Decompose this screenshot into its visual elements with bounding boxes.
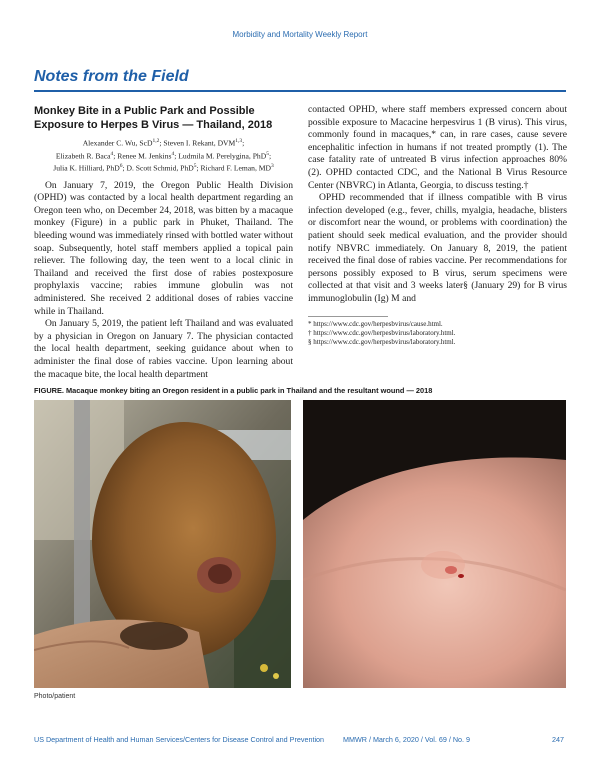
author: ; Richard F. Leman, MD <box>196 163 271 173</box>
author-affiliation: 5 <box>193 163 197 170</box>
wound-photo-illustration <box>303 400 566 688</box>
body-paragraph: contacted OPHD, where staff members expressed concern about possible exposure to Macacine herpesvirus 1 (B virus). This virus, commonly found in macaques,* can, in rare cases, cause severe encephalitic infection in humans if not treated promptly (1). The case fatality rate of untreated B virus infection approaches 80% (2). OPHD contacted CDC, and the National B Virus Resource Center (NBVRC) in Atlanta, Georgia, to discuss testing.† <box>308 104 567 191</box>
footer-publisher: US Department of Health and Human Services/Centers for Disease Control and Prevention <box>34 735 325 744</box>
author-list: Alexander C. Wu, ScD$^{1,2}$; Steven I. Rekant, DVM$^{1,3}$; Elizabeth R. Baca$^4$; Renee M. Jenkins$^4$; Ludmila M. Perelygina, PhD$^5$; Julia K. Hilliard, PhD$^6$; D. Scott Schmid, PhD$^5$; Richard F. Leman, $MD^3$ <box>53 138 274 173</box>
author-affiliation: 4 <box>171 150 175 157</box>
footer-issue: MMWR / March 6, 2020 / Vol. 69 / No. 9 <box>343 735 471 744</box>
body-paragraph: On January 5, 2019, the patient left Thailand and was evaluated by a physician in Oregon on January 7. The physician contacted the local health department, seeking guidance about when to administer the final dose of rabies vaccine. Upon learning about the macaque bite, the local health department <box>34 318 293 380</box>
author: ; Renee M. Jenkins <box>113 151 172 161</box>
footnote: § https://www.cdc.gov/herpesbvirus/laboratory.html. <box>308 337 456 346</box>
author-affiliation: 6 <box>119 163 123 170</box>
footnote: † https://www.cdc.gov/herpesbvirus/laboratory.html. <box>308 328 456 337</box>
macaque-photo-illustration <box>34 400 291 688</box>
body-paragraph: OPHD recommended that if illness compatible with B virus infection developed (e.g., fever, chills, myalgia, headache, blisters or discomfort near the wound, or problems with coordination) the patient should seek medical evaluation, and the provider should notify NBVRC immediately. On January 8, 2019, the patient received the final dose of rabies vaccine. Per recommendations for persons possibly exposed to B virus, serum specimens were collected at that visit and 3 weeks later§ (January 29) for B virus immunoglobulin (Ig) M and <box>308 192 567 304</box>
page-number: 247 <box>552 735 564 744</box>
left-column <box>34 104 293 381</box>
author-affiliation: 3 <box>271 163 274 170</box>
author: Elizabeth R. Baca <box>55 151 111 161</box>
footnote: * https://www.cdc.gov/herpesbvirus/cause.html. <box>308 319 443 328</box>
footnotes <box>308 316 456 347</box>
author: ; Steven I. Rekant, DVM <box>159 138 236 148</box>
bite-wound-photo <box>303 400 566 688</box>
author: ; D. Scott Schmid, PhD <box>122 163 194 173</box>
section-rule <box>34 90 566 92</box>
figure-caption: FIGURE. Macaque monkey biting an Oregon resident in a public park in Thailand and the resultant wound — 2018 <box>34 386 433 395</box>
author-affiliation: 1,3 <box>235 138 243 144</box>
running-head: Morbidity and Mortality Weekly Report <box>232 30 368 39</box>
section-title: Notes from the Field <box>34 68 189 85</box>
author-affiliation: 4 <box>110 150 114 157</box>
photo-credit: Photo/patient <box>34 693 76 700</box>
author: ; Ludmila M. Perelygina, PhD <box>174 151 267 161</box>
right-column <box>308 104 567 347</box>
article-title: Monkey Bite in a Public Park and Possible Exposure to Herpes B Virus — Thailand, 2018 <box>34 105 273 131</box>
author-affiliation: 5 <box>266 150 269 157</box>
author: Julia K. Hilliard, PhD <box>53 163 120 173</box>
body-paragraph: On January 7, 2019, the Oregon Public Health Division (OPHD) was contacted by a local health department regarding an Oregon teen who, on December 24, 2018, was bitten by a macaque monkey (Figure) in a public park in Phuket, Thailand. The bleeding wound was immediately rinsed with bottled water without soap. Subsequently, hotel staff members applied a topical pain reliever. The following day, the teen went to a local clinic in Thailand and received the first dose of rabies postexposure prophylaxis vaccine; rabies immune globulin was not administered. She received 2 additional doses of rabies vaccine while in Thailand. <box>34 179 293 317</box>
author-affiliation: 1,2 <box>152 138 160 144</box>
macaque-bite-photo <box>34 400 291 688</box>
author: Alexander C. Wu, ScD <box>82 138 153 148</box>
